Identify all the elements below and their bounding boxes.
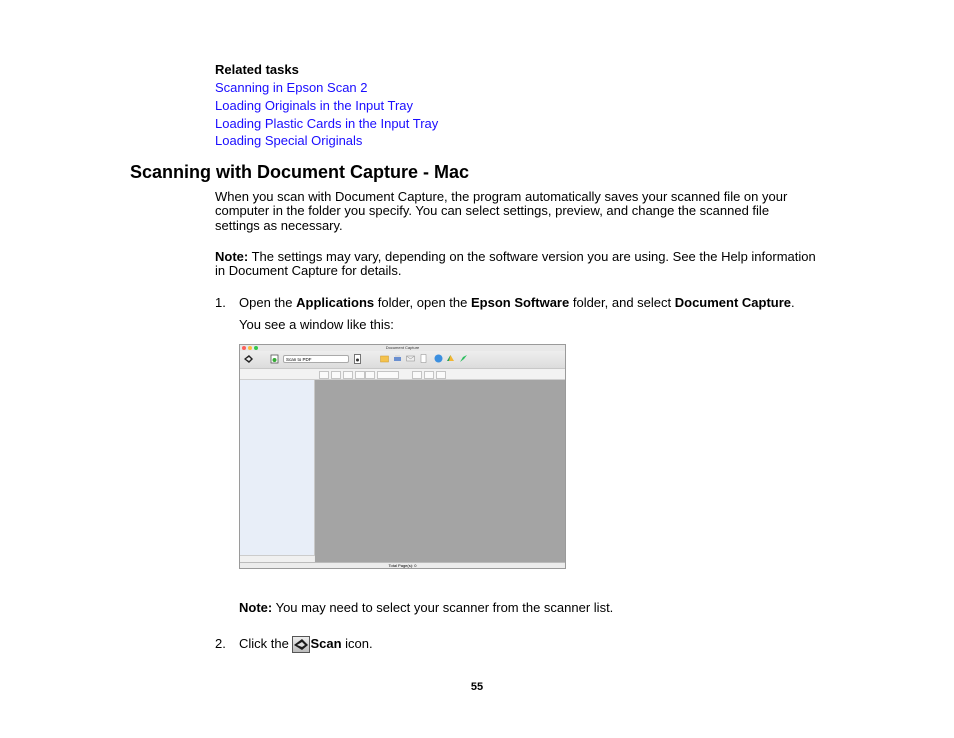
link-loading-plastic-cards[interactable]: Loading Plastic Cards in the Input Tray: [215, 116, 439, 131]
rotate-icon: [343, 371, 353, 379]
link-loading-special-originals[interactable]: Loading Special Originals: [215, 133, 363, 148]
related-tasks-heading: Related tasks: [215, 62, 299, 77]
scan-icon: [292, 636, 310, 653]
note-version: [215, 249, 816, 264]
crop-icon: [355, 371, 365, 379]
section-title: Scanning with Document Capture - Mac: [130, 162, 470, 182]
job-select: Scan to PDF: [283, 355, 349, 363]
epson-software-folder: Epson Software: [470, 295, 570, 310]
scan-label: Scan: [310, 636, 342, 651]
job-icon: [270, 354, 279, 364]
print-icon: [393, 354, 402, 363]
intro-line-3: settings as necessary.: [215, 218, 343, 233]
note-label: Note:: [215, 249, 249, 264]
step-2-text: [239, 636, 373, 653]
note-label: Note:: [239, 600, 273, 615]
document-icon: [419, 354, 428, 363]
step-2-part: icon.: [341, 636, 373, 651]
link-loading-originals[interactable]: Loading Originals in the Input Tray: [215, 98, 414, 113]
document-capture-screenshot: [239, 344, 566, 569]
thumbnail-sidebar: [240, 380, 315, 556]
step-2-part: Click the: [239, 636, 293, 651]
window-title: Document Capture: [385, 345, 420, 350]
link-scanning-epson-scan-2[interactable]: Scanning in Epson Scan 2: [215, 80, 368, 95]
step-1-sub: You see a window like this:: [239, 317, 394, 332]
step-1-part: Open the: [239, 295, 297, 310]
step-1-part: folder, and select: [569, 295, 675, 310]
page-number: 55: [470, 681, 484, 693]
preview-area: [315, 380, 565, 562]
intro-line-2: computer in the folder you specify. You can select settings, preview, and change the scanned file: [215, 203, 770, 218]
adjust-icon: [365, 371, 375, 379]
step-1-part: .: [791, 295, 795, 310]
edit-toolbar: [240, 369, 565, 380]
scan-icon: [243, 354, 254, 364]
step-2-number: 2.: [215, 636, 226, 651]
view-icon: [412, 371, 422, 379]
note-text: The settings may vary, depending on the software version you are using. See the Help information: [248, 249, 816, 264]
globe-icon: [434, 354, 443, 363]
note-scanner-list: [239, 600, 613, 615]
note-version-line-2: in Document Capture for details.: [215, 263, 402, 278]
zoom-level-select: [377, 371, 399, 379]
view-icon: [424, 371, 434, 379]
document-capture-app: Document Capture: [674, 295, 792, 310]
step-1-text: [239, 295, 795, 310]
evernote-icon: [459, 354, 468, 363]
intro-line-1: When you scan with Document Capture, the program automatically saves your scanned file on your: [215, 189, 788, 204]
window-toolbar: [240, 351, 565, 369]
settings-doc-icon: [354, 354, 361, 364]
zoom-in-icon: [331, 371, 341, 379]
view-icon: [436, 371, 446, 379]
step-1-number: 1.: [215, 295, 226, 310]
folder-icon: [380, 354, 389, 363]
step-1-part: folder, open the: [374, 295, 471, 310]
mail-icon: [406, 354, 415, 363]
cloud-drive-icon: [446, 354, 455, 363]
status-bar: Total Page(s): 0: [240, 562, 565, 569]
applications-folder: Applications: [296, 295, 375, 310]
note-text: You may need to select your scanner from the scanner list.: [272, 600, 614, 615]
zoom-out-icon: [319, 371, 329, 379]
